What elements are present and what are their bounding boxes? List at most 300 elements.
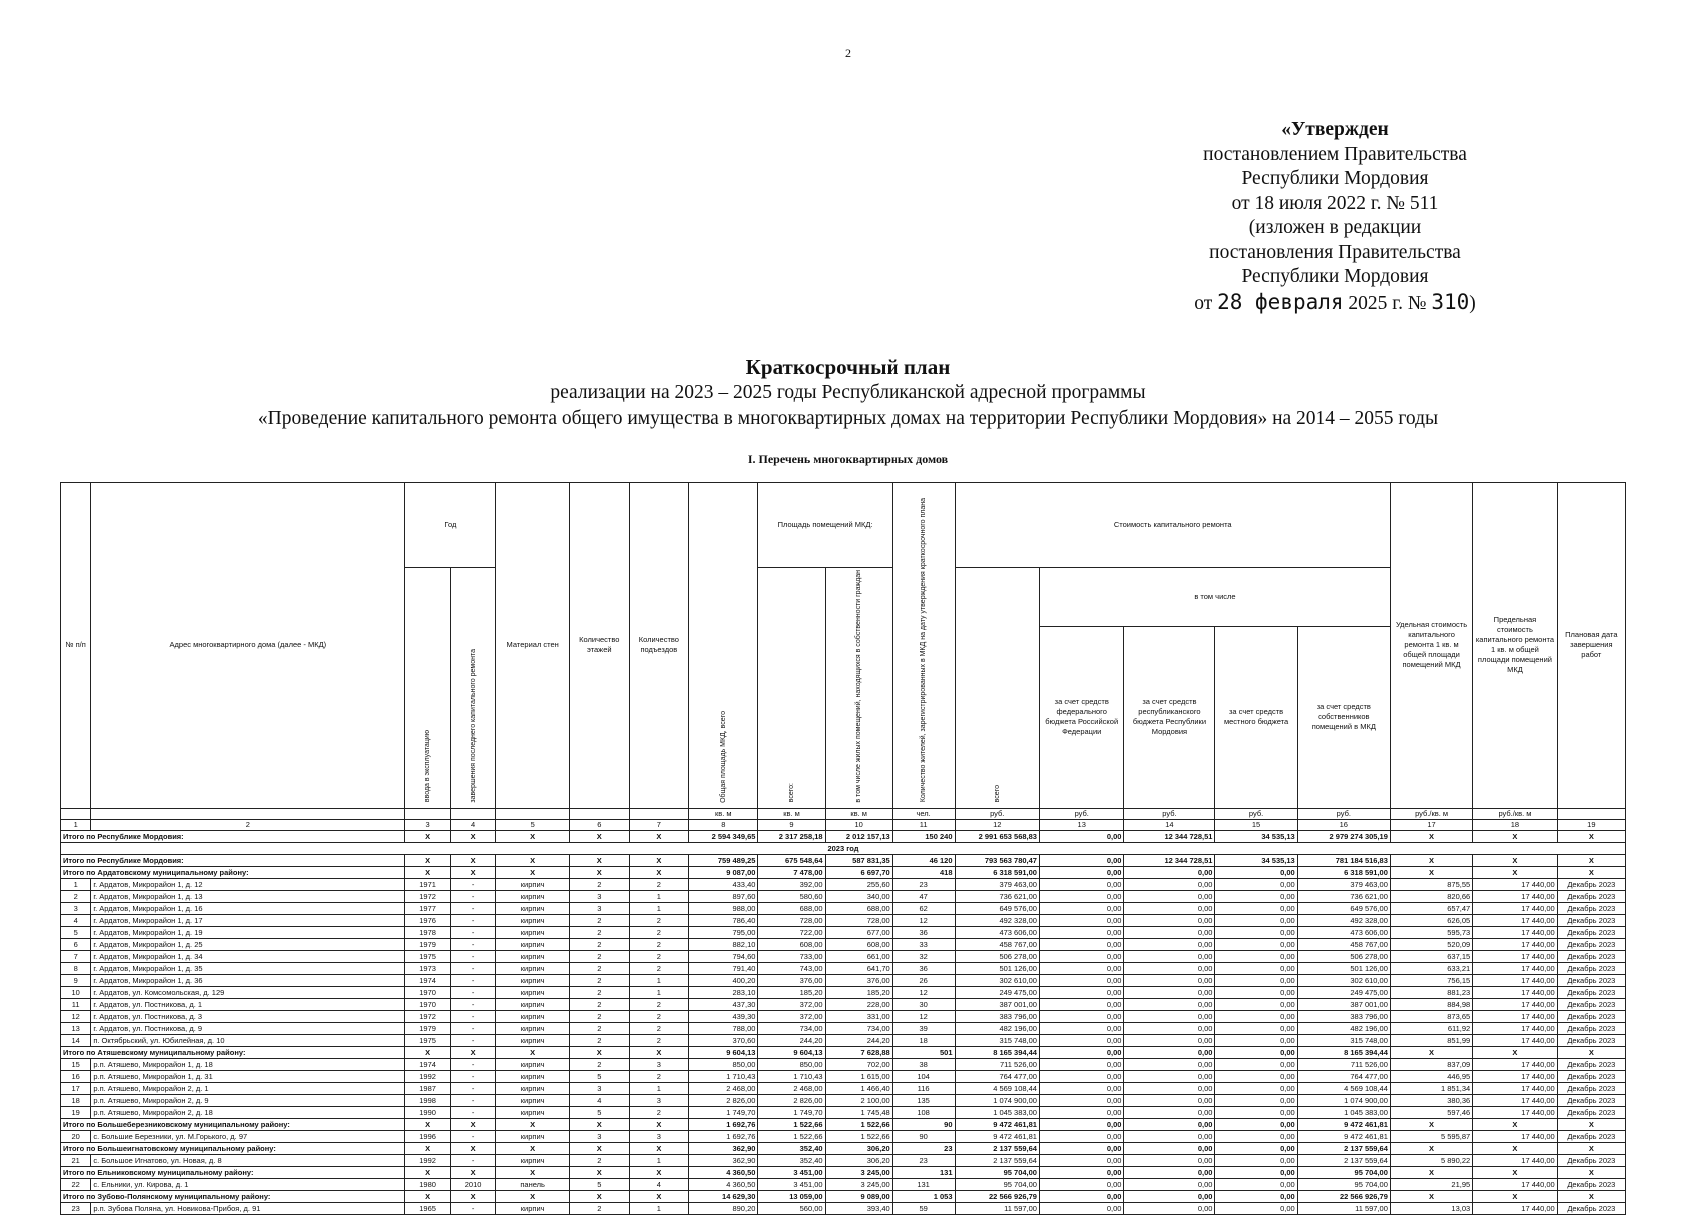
table-cell: X (496, 1118, 570, 1130)
table-cell: 2 (570, 914, 630, 926)
unit-cell: кв. м (689, 808, 758, 819)
table-cell: 17 440,00 (1473, 878, 1557, 890)
table-cell: 12 (892, 986, 955, 998)
table-cell: 587 831,35 (825, 854, 892, 866)
table-cell: 4 360,50 (689, 1166, 758, 1178)
address-cell: р.п. Атяшево, Микрорайон 2, д. 9 (91, 1094, 405, 1106)
table-cell: 794,60 (689, 950, 758, 962)
table-cell: 387 001,00 (955, 998, 1039, 1010)
subtotal-row (61, 1046, 1626, 1058)
table-cell: 2 826,00 (758, 1094, 825, 1106)
table-cell: X (1557, 1046, 1625, 1058)
table-row (61, 1070, 1626, 1082)
table-cell: 19 (61, 1106, 91, 1118)
table-cell: - (450, 914, 496, 926)
table-cell: 6 318 591,00 (955, 866, 1039, 878)
table-cell: 0,00 (1124, 1154, 1215, 1166)
table-cell: X (1473, 1166, 1557, 1178)
table-cell: 1992 (405, 1154, 450, 1166)
table-cell: 2 (629, 878, 689, 890)
table-cell: 0,00 (1215, 1178, 1297, 1190)
unit-cell: руб. (1215, 808, 1297, 819)
table-cell: 786,40 (689, 914, 758, 926)
table-cell: 7 (61, 950, 91, 962)
table-cell: 0,00 (1124, 1082, 1215, 1094)
table-cell: X (629, 1142, 689, 1154)
header-total-area-text: Общая площадь МКД, всего (719, 710, 727, 803)
table-cell: 0,00 (1039, 1130, 1123, 1142)
table-cell: 12 (892, 1010, 955, 1022)
table-cell: 1965 (405, 1202, 450, 1214)
table-cell: 2 012 157,13 (825, 830, 892, 842)
table-cell: 1 466,40 (825, 1082, 892, 1094)
table-cell: 3 (570, 1130, 630, 1142)
table-cell: X (450, 1118, 496, 1130)
table-cell: 95 704,00 (955, 1166, 1039, 1178)
table-cell: 9 089,00 (825, 1190, 892, 1202)
table-cell: 0,00 (1039, 1046, 1123, 1058)
table-cell: 1998 (405, 1094, 450, 1106)
table-cell: 0,00 (1215, 1118, 1297, 1130)
table-cell: 2 (629, 1010, 689, 1022)
unit-cell (1557, 808, 1625, 819)
table-cell: - (450, 926, 496, 938)
column-number-cell: 18 (1473, 819, 1557, 830)
address-cell: г. Ардатов, ул. Постникова, д. 1 (91, 998, 405, 1010)
table-cell: 380,36 (1390, 1094, 1472, 1106)
table-cell: 23 (892, 1154, 955, 1166)
table-cell: 1 522,66 (758, 1130, 825, 1142)
table-cell: Декабрь 2023 (1557, 878, 1625, 890)
table-cell: X (570, 1166, 630, 1178)
table-cell: 437,30 (689, 998, 758, 1010)
table-cell: 244,20 (758, 1034, 825, 1046)
table-cell: 756,15 (1390, 974, 1472, 986)
address-cell: р.п. Атяшево, Микрорайон 1, д. 18 (91, 1058, 405, 1070)
table-cell: 4 (570, 1094, 630, 1106)
header-year-commission (405, 568, 450, 809)
table-cell: 649 576,00 (955, 902, 1039, 914)
table-cell: 0,00 (1215, 1154, 1297, 1166)
year-cell: 2023 год (61, 842, 1626, 854)
table-cell: кирпич (496, 974, 570, 986)
table-cell: 2 (629, 1070, 689, 1082)
table-cell: 0,00 (1124, 950, 1215, 962)
table-cell: X (405, 1166, 450, 1178)
header-year-commission-text: ввода в эксплуатацию (424, 730, 432, 803)
table-cell: 0,00 (1215, 1142, 1297, 1154)
subtotal-row (61, 854, 1626, 866)
table-cell: X (1390, 1166, 1472, 1178)
document-subtitle-1: реализации на 2023 – 2025 годы Республиканской адресной программы (550, 382, 1146, 403)
table-row (61, 1058, 1626, 1070)
table-cell: 2 826,00 (689, 1094, 758, 1106)
table-cell: - (450, 1070, 496, 1082)
table-cell: 12 344 728,51 (1124, 854, 1215, 866)
table-row (61, 950, 1626, 962)
table-cell: X (405, 830, 450, 842)
table-cell: X (629, 1166, 689, 1178)
table-cell: X (629, 1046, 689, 1058)
table-cell: 702,00 (825, 1058, 892, 1070)
table-cell: 9 087,00 (689, 866, 758, 878)
header-year-last-repair (450, 568, 496, 809)
table-cell: кирпич (496, 1202, 570, 1214)
table-cell: 0,00 (1124, 1022, 1215, 1034)
table-cell: 897,60 (689, 890, 758, 902)
column-number-cell: 19 (1557, 819, 1625, 830)
table-cell: 3 245,00 (825, 1178, 892, 1190)
table-cell: 17 440,00 (1473, 998, 1557, 1010)
unit-cell: руб. (955, 808, 1039, 819)
table-cell: 2 (570, 1058, 630, 1070)
table-cell: X (1473, 854, 1557, 866)
table-cell: - (450, 1202, 496, 1214)
table-cell: X (405, 1046, 450, 1058)
stamp-number: 310 (1431, 289, 1470, 314)
table-cell: 62 (892, 902, 955, 914)
table-row (61, 902, 1626, 914)
table-cell: 1 (629, 1154, 689, 1166)
table-cell: 1975 (405, 950, 450, 962)
table-cell: X (1390, 866, 1472, 878)
table-cell: 1 (61, 878, 91, 890)
table-cell: 9 604,13 (758, 1046, 825, 1058)
table-cell: 0,00 (1124, 1058, 1215, 1070)
table-cell: 988,00 (689, 902, 758, 914)
column-number-cell: 13 (1039, 819, 1123, 830)
table-cell: 1 (629, 890, 689, 902)
table-cell: 2 (570, 1010, 630, 1022)
table-cell: X (570, 830, 630, 842)
table-cell: X (570, 1190, 630, 1202)
table-cell: 0,00 (1215, 890, 1297, 902)
table-cell: 1 (629, 974, 689, 986)
table-cell: 2 (570, 1034, 630, 1046)
table-cell: 9 472 461,81 (1297, 1118, 1390, 1130)
table-cell: X (1473, 866, 1557, 878)
table-cell: X (405, 866, 450, 878)
table-cell: Декабрь 2023 (1557, 1154, 1625, 1166)
table-cell: 3 (629, 1130, 689, 1142)
unit-cell (496, 808, 570, 819)
stamp-date: 28 февраля (1217, 289, 1344, 314)
table-cell: 2 (629, 1034, 689, 1046)
table-cell: 2 (629, 1106, 689, 1118)
table-cell: 482 196,00 (1297, 1022, 1390, 1034)
table-cell: 5 (570, 1178, 630, 1190)
table-cell: 2 (629, 1022, 689, 1034)
table-cell: 39 (892, 1022, 955, 1034)
table-cell: Декабрь 2023 (1557, 902, 1625, 914)
table-row (61, 926, 1626, 938)
table-cell: 608,00 (825, 938, 892, 950)
table-cell: 135 (892, 1094, 955, 1106)
table-cell: 17 440,00 (1473, 1010, 1557, 1022)
unit-cell (629, 808, 689, 819)
table-cell: 3 (570, 1082, 630, 1094)
page-number: 2 (845, 46, 851, 60)
table-cell: 2 137 559,64 (1297, 1154, 1390, 1166)
table-cell: X (496, 866, 570, 878)
header-premises-private-text: в том числе жилых помещений, находящихся в собственности граждан (855, 570, 863, 803)
table-cell: 2 (629, 926, 689, 938)
table-cell: 446,95 (1390, 1070, 1472, 1082)
table-cell: Декабрь 2023 (1557, 1082, 1625, 1094)
table-cell: 764 477,00 (1297, 1070, 1390, 1082)
table-cell: 711 526,00 (1297, 1058, 1390, 1070)
table-cell: кирпич (496, 1070, 570, 1082)
table-cell: 0,00 (1124, 1010, 1215, 1022)
table-cell: 13 (61, 1022, 91, 1034)
table-cell: X (496, 1166, 570, 1178)
table-cell: 18 (61, 1094, 91, 1106)
table-cell: 15 (61, 1058, 91, 1070)
table-cell: 12 (61, 1010, 91, 1022)
table-cell: 1987 (405, 1082, 450, 1094)
table-cell: 0,00 (1039, 950, 1123, 962)
table-cell: 2 (629, 914, 689, 926)
table-cell: 1 (629, 1082, 689, 1094)
table-row (61, 1022, 1626, 1034)
table-cell: X (1557, 866, 1625, 878)
address-cell: г. Ардатов, Микрорайон 1, д. 35 (91, 962, 405, 974)
table-row (61, 1082, 1626, 1094)
table-cell: 17 440,00 (1473, 890, 1557, 902)
table-cell: X (1557, 1166, 1625, 1178)
table-cell: 95 704,00 (1297, 1166, 1390, 1178)
table-row (61, 938, 1626, 950)
table-cell: 6 318 591,00 (1297, 866, 1390, 878)
unit-cell (61, 808, 91, 819)
table-cell: 17 (61, 1082, 91, 1094)
table-cell: 501 126,00 (955, 962, 1039, 974)
table-cell: 595,73 (1390, 926, 1472, 938)
table-cell: 3 (629, 1058, 689, 1070)
table-cell: 2 468,00 (689, 1082, 758, 1094)
table-cell: 36 (892, 962, 955, 974)
address-cell: с. Ельники, ул. Кирова, д. 1 (91, 1178, 405, 1190)
table-cell: 637,15 (1390, 950, 1472, 962)
table-cell: 8 165 394,44 (955, 1046, 1039, 1058)
table-cell: 837,09 (1390, 1058, 1472, 1070)
table-cell: 433,40 (689, 878, 758, 890)
header-limit-cost: Предельная стоимость капитального ремонта 1 кв. м общей площади помещений МКД (1473, 483, 1557, 809)
table-cell: X (1473, 1142, 1557, 1154)
unit-cell: руб. (1297, 808, 1390, 819)
subtotal-row (61, 830, 1626, 842)
table-cell: 17 440,00 (1473, 926, 1557, 938)
table-cell: 1 615,00 (825, 1070, 892, 1082)
table-cell: 2010 (450, 1178, 496, 1190)
table-cell: Декабрь 2023 (1557, 998, 1625, 1010)
table-cell: 1971 (405, 878, 450, 890)
table-cell: 661,00 (825, 950, 892, 962)
table-cell: 306,20 (825, 1154, 892, 1166)
table-cell: 8 (61, 962, 91, 974)
table-cell: X (629, 854, 689, 866)
table-cell: 17 440,00 (1473, 1106, 1557, 1118)
stamp-line-5: (изложен в редакции (1248, 217, 1422, 238)
table-cell: 675 548,64 (758, 854, 825, 866)
table-cell: 0,00 (1215, 1010, 1297, 1022)
table-cell: 890,20 (689, 1202, 758, 1214)
table-cell: 95 704,00 (955, 1178, 1039, 1190)
header-incl: в том числе (1039, 568, 1390, 627)
table-cell: X (496, 1142, 570, 1154)
table-cell: X (629, 1118, 689, 1130)
address-cell: г. Ардатов, Микрорайон 1, д. 25 (91, 938, 405, 950)
table-cell: 9 472 461,81 (955, 1118, 1039, 1130)
table-cell: 2 (570, 938, 630, 950)
table-cell: Декабрь 2023 (1557, 1022, 1625, 1034)
column-number-cell: 14 (1124, 819, 1215, 830)
table-cell: 0,00 (1215, 1130, 1297, 1142)
table-cell: 3 451,00 (758, 1166, 825, 1178)
table-cell: 2 594 349,65 (689, 830, 758, 842)
table-cell: 379 463,00 (1297, 878, 1390, 890)
table-cell: 793 563 780,47 (955, 854, 1039, 866)
table-cell: 7 628,88 (825, 1046, 892, 1058)
header-premises-total-text: всего: (787, 783, 795, 803)
header-unit-cost: Удельная стоимость капитального ремонта 1 кв. м общей площади помещений МКД (1390, 483, 1472, 809)
table-cell: 17 440,00 (1473, 950, 1557, 962)
table-cell: 743,00 (758, 962, 825, 974)
column-number-cell: 17 (1390, 819, 1472, 830)
table-cell: 4 (61, 914, 91, 926)
table-cell: 641,70 (825, 962, 892, 974)
table-row (61, 1178, 1626, 1190)
table-cell: 5 (61, 926, 91, 938)
table-cell: 0,00 (1039, 1082, 1123, 1094)
table-cell: 0,00 (1215, 986, 1297, 998)
subtotal-row (61, 1118, 1626, 1130)
table-cell: X (629, 1190, 689, 1202)
table-cell: 597,46 (1390, 1106, 1472, 1118)
table-row (61, 998, 1626, 1010)
table-cell: 376,00 (758, 974, 825, 986)
table-cell: 393,40 (825, 1202, 892, 1214)
table-cell: 492 328,00 (1297, 914, 1390, 926)
table-cell: 0,00 (1039, 830, 1123, 842)
table-cell: 9 604,13 (689, 1046, 758, 1058)
table-cell: кирпич (496, 986, 570, 998)
table-cell: 734,00 (758, 1022, 825, 1034)
stamp-line-7: Республики Мордовия (1241, 266, 1429, 287)
table-cell: кирпич (496, 1082, 570, 1094)
table-cell: - (450, 1094, 496, 1106)
table-cell: 1 (629, 902, 689, 914)
header-wall: Материал стен (496, 483, 570, 809)
table-cell: 1 074 900,00 (955, 1094, 1039, 1106)
table-cell: 520,09 (1390, 938, 1472, 950)
table-cell: 18 (892, 1034, 955, 1046)
table-cell: 30 (892, 998, 955, 1010)
table-cell: 0,00 (1215, 1166, 1297, 1178)
table-cell: 116 (892, 1082, 955, 1094)
table-cell: 820,66 (1390, 890, 1472, 902)
table-cell: X (450, 866, 496, 878)
table-cell: 331,00 (825, 1010, 892, 1022)
table-cell: 12 344 728,51 (1124, 830, 1215, 842)
table-cell: 3 (570, 890, 630, 902)
table-cell: 0,00 (1124, 890, 1215, 902)
unit-cell: чел. (892, 808, 955, 819)
table-cell: 733,00 (758, 950, 825, 962)
table-cell: 0,00 (1039, 1070, 1123, 1082)
table-cell: 0,00 (1124, 1106, 1215, 1118)
table-cell: 2 (61, 890, 91, 902)
table-cell: 0,00 (1215, 866, 1297, 878)
table-cell: 59 (892, 1202, 955, 1214)
table-cell: Декабрь 2023 (1557, 950, 1625, 962)
subtotal-label: Итого по Атяшевскому муниципальному району: (61, 1046, 405, 1058)
table-cell: 1973 (405, 962, 450, 974)
table-cell: 255,60 (825, 878, 892, 890)
table-cell: 1 522,66 (758, 1118, 825, 1130)
table-cell: 0,00 (1039, 902, 1123, 914)
table-cell: 0,00 (1039, 926, 1123, 938)
table-cell: 0,00 (1039, 878, 1123, 890)
table-cell: 759 489,25 (689, 854, 758, 866)
table-cell: 23 (61, 1202, 91, 1214)
address-cell: г. Ардатов, ул. Постникова, д. 9 (91, 1022, 405, 1034)
table-cell: 0,00 (1124, 1118, 1215, 1130)
table-cell: 0,00 (1215, 902, 1297, 914)
table-cell: 34 535,13 (1215, 830, 1297, 842)
table-cell: кирпич (496, 1130, 570, 1142)
table-cell: 0,00 (1124, 902, 1215, 914)
table-cell: 0,00 (1039, 998, 1123, 1010)
table-cell: 11 597,00 (1297, 1202, 1390, 1214)
table-cell: 352,40 (758, 1142, 825, 1154)
table-cell: 0,00 (1039, 1178, 1123, 1190)
table-cell: 1972 (405, 1010, 450, 1022)
table-cell: X (450, 854, 496, 866)
table-cell: 1 851,34 (1390, 1082, 1472, 1094)
table-row (61, 878, 1626, 890)
table-cell: Декабрь 2023 (1557, 938, 1625, 950)
column-number-cell: 1 (61, 819, 91, 830)
table-cell: 458 767,00 (955, 938, 1039, 950)
table-cell: - (450, 986, 496, 998)
table-cell: 5 (570, 1106, 630, 1118)
table-cell: 362,90 (689, 1142, 758, 1154)
table-cell: - (450, 878, 496, 890)
table-cell: 851,99 (1390, 1034, 1472, 1046)
subtotal-row (61, 1166, 1626, 1178)
table-cell: 882,10 (689, 938, 758, 950)
address-cell: г. Ардатов, Микрорайон 1, д. 19 (91, 926, 405, 938)
table-cell: 0,00 (1124, 1190, 1215, 1202)
table-cell: 0,00 (1039, 962, 1123, 974)
subtotal-row (61, 866, 1626, 878)
table-cell: 104 (892, 1070, 955, 1082)
subtotal-row (61, 1190, 1626, 1202)
table-row (61, 1154, 1626, 1166)
address-cell: г. Ардатов, Микрорайон 1, д. 12 (91, 878, 405, 890)
table-cell: 17 440,00 (1473, 1070, 1557, 1082)
table-row (61, 1010, 1626, 1022)
table-cell: 3 (629, 1094, 689, 1106)
table-cell: 473 606,00 (1297, 926, 1390, 938)
table-cell: 392,00 (758, 878, 825, 890)
table-cell: 17 440,00 (1473, 902, 1557, 914)
table-cell: - (450, 1058, 496, 1070)
table-cell: 2 (570, 878, 630, 890)
header-planned-date: Плановая дата завершения работ (1557, 483, 1625, 809)
table-cell: - (450, 962, 496, 974)
